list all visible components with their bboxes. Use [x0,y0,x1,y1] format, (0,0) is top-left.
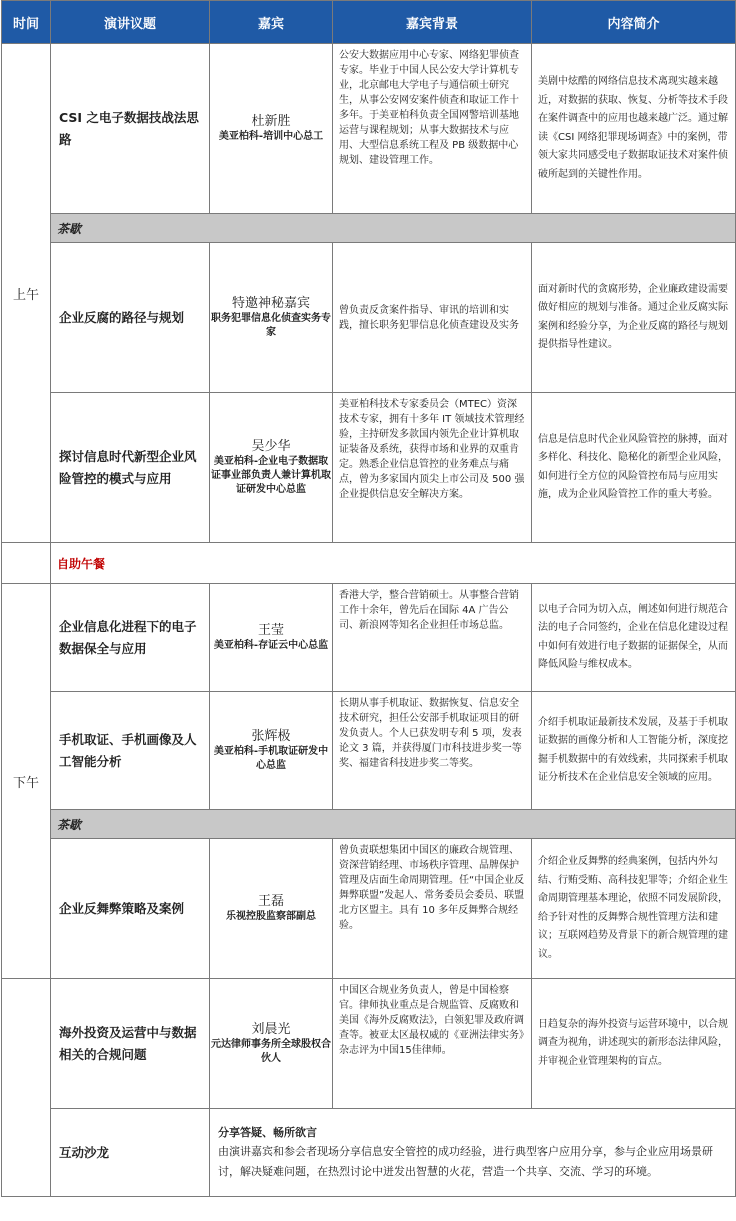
period-afternoon: 下午 [2,584,51,979]
session-guest [210,44,333,214]
guest-name: 王莹 [257,623,284,638]
table-row [2,979,736,1109]
session-summary: 信息是信息时代企业风险管控的脉搏，面对多样化、科技化、隐秘化的新型企业风险，如何进行全方位的风险管控布局与应用实施，成为企业风险管控工作的重大考验。 [532,393,736,543]
guest-title: 元达律师事务所全球股权合伙人 [211,1039,331,1064]
header-background: 嘉宾背景 [333,1,532,44]
table-row [2,393,736,543]
guest-title: 美亚柏科-存证云中心总监 [213,640,329,651]
salon-headline: 分享答疑、畅所欲言 [218,1125,317,1139]
session-summary: 以电子合同为切入点，阐述如何进行规范合法的电子合同签约，企业在信息化建设过程中如何有效进行电子数据的证据保全，从而降低风险与维权成本。 [532,584,736,692]
table-row [2,243,736,393]
guest-name: 特邀神秘嘉宾 [231,296,310,311]
salon-text: 由演讲嘉宾和参会者现场分享信息安全管控的成功经验，进行典型客户应用分享，参与企业应用场景研讨，解决疑难问题，在热烈讨论中迸发出智慧的火花，营造一个共享、交流、学习的环境。 [218,1144,713,1178]
salon-content [210,1109,736,1197]
session-guest [210,979,333,1109]
session-topic: CSI 之电子数据技战法思路 [51,44,210,214]
lunch-time-cell [2,543,51,584]
break-row [2,810,736,839]
session-summary: 面对新时代的贪腐形势，企业廉政建设需要做好相应的规划与准备。通过企业反腐实际案例和经验分享，为企业反腐的路径与规划提供指导性建议。 [532,243,736,393]
break-row [2,214,736,243]
session-summary: 日趋复杂的海外投资与运营环境中，以合规调查为视角，讲述现实的新形态法律风险，并审视企业管理架构的盲点。 [532,979,736,1109]
session-topic: 企业信息化进程下的电子数据保全与应用 [51,584,210,692]
lunch-row [2,543,736,584]
table-row [2,44,736,214]
salon-topic: 互动沙龙 [51,1109,210,1197]
session-guest [210,584,333,692]
tea-break-label: 茶歇 [51,810,736,839]
guest-title: 职务犯罪信息化侦查实务专家 [211,313,331,338]
tea-break-label: 茶歇 [51,214,736,243]
guest-name: 吴少华 [251,439,291,454]
session-summary: 美剧中炫酷的网络信息技术离现实越来越近，对数据的获取、恢复、分析等技术手段在案件调查中的应用也越来越广泛。通过解读《CSI 网络犯罪现场调查》中的案例，带领大家共同感受电子数据取证技术对案件侦破所起到的关键性作用。 [532,44,736,214]
header-topic: 演讲议题 [51,1,210,44]
table-row [2,584,736,692]
guest-name: 杜新胜 [251,114,291,129]
header-row [2,1,736,44]
period-morning: 上午 [2,44,51,543]
guest-background: 中国区合规业务负责人，曾是中国检察官。律师执业重点是合规监管、反腐败和美国《海外反腐败法》，白领犯罪及政府调查等。被亚太区最权威的《亚洲法律实务》杂志评为中国15佳律师。 [333,979,532,1109]
guest-background: 美亚柏科技术专家委员会（MTEC）资深技术专家，拥有十多年 IT 领域技术管理经验，主持研发多款国内领先企业计算机取证装备及系统，获得市场和业界的双重肯定。熟悉企业信息管控的业务难点与痛点，曾为多家国内顶尖上市公司及 500 强企业提供信息安全解决方案。 [333,393,532,543]
header-time: 时间 [2,1,51,44]
guest-title: 美亚柏科-培训中心总工 [218,131,324,142]
guest-name: 张辉极 [251,729,291,744]
session-topic: 企业反舞弊策略及案例 [51,839,210,979]
session-topic: 手机取证、手机画像及人工智能分析 [51,692,210,810]
session-guest [210,692,333,810]
salon-row [2,1109,736,1197]
session-guest [210,243,333,393]
session-topic: 海外投资及运营中与数据相关的合规问题 [51,979,210,1109]
session-summary: 介绍企业反舞弊的经典案例，包括内外勾结、行贿受贿、高科技犯罪等；介绍企业生命周期管理基本理论，依照不同发展阶段，给予针对性的反舞弊合规性管理方法和建议；互联网趋势及背景下的新合规管理的建议。 [532,839,736,979]
session-guest [210,393,333,543]
table-row [2,692,736,810]
guest-background: 长期从事手机取证、数据恢复、信息安全技术研究，担任公安部手机取证项目的研发负责人。个人已获发明专利 5 项，发表论文 3 篇，并获得厦门市科技进步奖一等奖、福建省科技进步奖二等奖。 [333,692,532,810]
agenda-table [1,0,736,1197]
guest-name: 刘晨光 [251,1022,291,1037]
guest-name: 王磊 [257,894,284,909]
guest-background: 曾负责反贪案件指导、审讯的培训和实践，擅长职务犯罪信息化侦查建设及实务 [333,243,532,393]
header-guest: 嘉宾 [210,1,333,44]
session-topic: 企业反腐的路径与规划 [51,243,210,393]
session-summary: 介绍手机取证最新技术发展，及基于手机取证数据的画像分析和人工智能分析，深度挖掘手机数据中的有效线索，共同探索手机取证分析技术在企业信息安全领域的应用。 [532,692,736,810]
guest-title: 美亚柏科-手机取证研发中心总监 [213,746,329,771]
guest-background: 曾负责联想集团中国区的廉政合规管理、资深营销经理、市场秩序管理、品牌保护管理及店面生命周期管理。任“中国企业反舞弊联盟”发起人、常务委员会委员、联盟北方区盟主。具有 10 多年反舞弊合规经验。 [333,839,532,979]
guest-background: 公安大数据应用中心专家、网络犯罪侦查专家。毕业于中国人民公安大学计算机专业，北京邮电大学电子与通信硕士研究生，从事公安网安案件侦查和取证工作十多年。于美亚柏科负责全国网警培训基地运营与课程规划；从事大数据技术与应用、大型信息系统工程及 PB 级数据中心规划、建设管理工作。 [333,44,532,214]
guest-title: 美亚柏科-企业电子数据取证事业部负责人兼计算机取证研发中心总监 [211,456,331,495]
session-topic: 探讨信息时代新型企业风险管控的模式与应用 [51,393,210,543]
header-summary: 内容简介 [532,1,736,44]
lunch-label: 自助午餐 [51,543,736,584]
table-row [2,839,736,979]
period-afternoon-cont [2,979,51,1197]
guest-title: 乐视控股监察部副总 [226,911,316,922]
guest-background: 香港大学，整合营销硕士。从事整合营销工作十余年，曾先后在国际 4A 广告公司、新浪网等知名企业担任市场总监。 [333,584,532,692]
session-guest [210,839,333,979]
